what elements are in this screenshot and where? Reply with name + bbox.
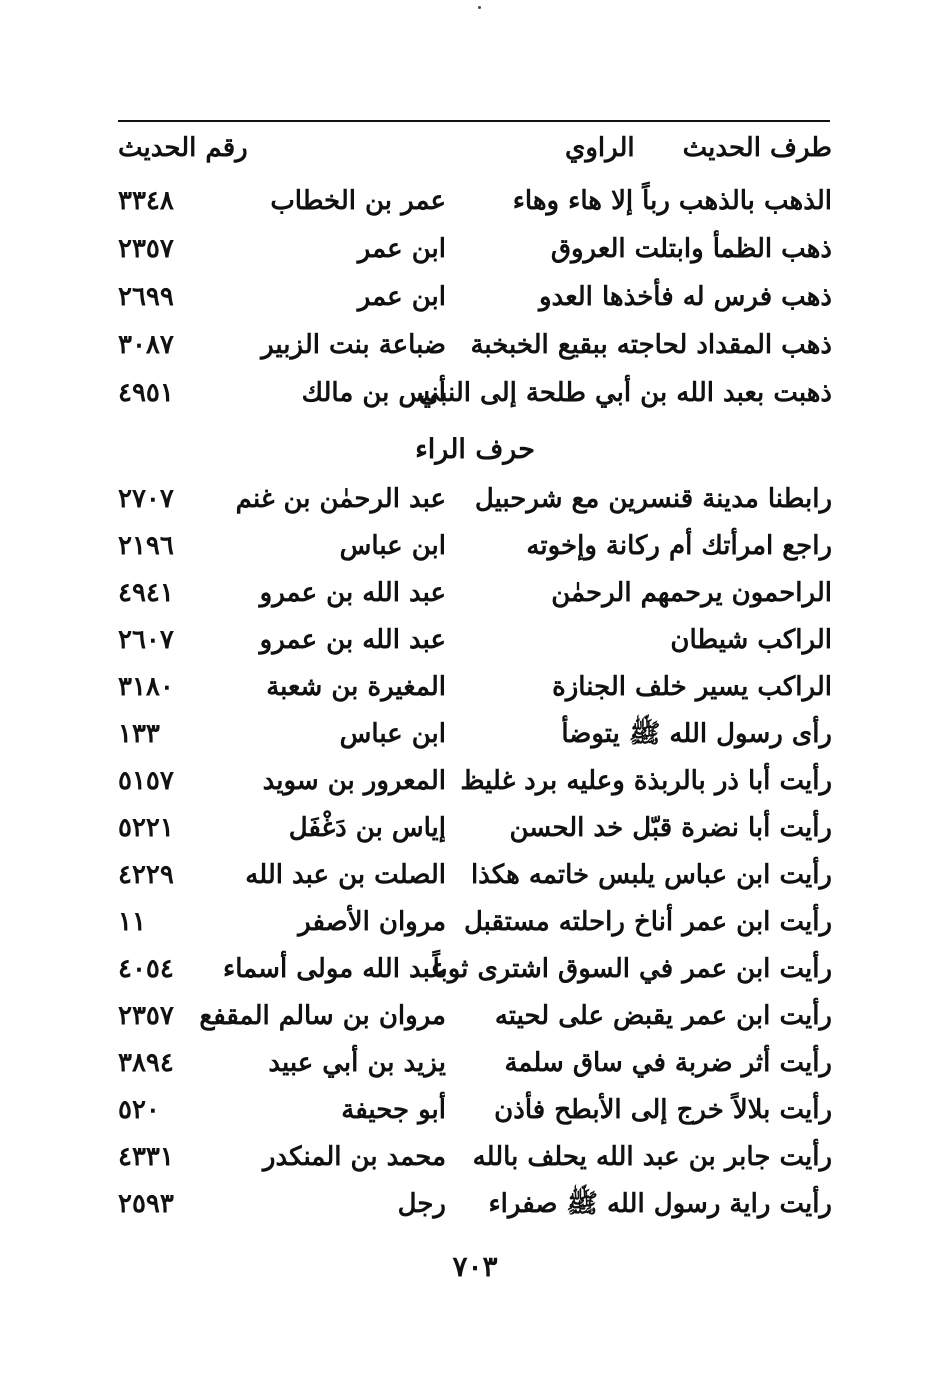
- section-title: حرف الراء: [415, 434, 535, 465]
- hadith-narrator: عبد الله مولى أسماء: [223, 954, 446, 984]
- hadith-number: ٣٠٨٧: [118, 330, 174, 360]
- hadith-number: ٣٣٤٨: [118, 186, 174, 216]
- hadith-phrase: ذهب فرس له فأخذها العدو: [539, 282, 832, 312]
- hadith-narrator: يزيد بن أبي عبيد: [268, 1048, 446, 1078]
- hadith-number: ٣١٨٠: [118, 672, 174, 702]
- hadith-phrase: رأيت بلالاً خرج إلى الأبطح فأذن: [494, 1095, 832, 1125]
- hadith-narrator: ابن عمر: [357, 234, 446, 264]
- hadith-narrator: المعرور بن سويد: [262, 766, 446, 796]
- table-row: [118, 758, 832, 804]
- hadith-narrator: رجل: [397, 1189, 446, 1219]
- hadith-number: ٤٩٤١: [118, 578, 174, 608]
- hadith-narrator: الصلت بن عبد الله: [245, 860, 446, 890]
- hadith-phrase: رأيت ابن عمر في السوق اشترى ثوباً: [432, 954, 832, 984]
- table-row: [118, 1087, 832, 1133]
- column-header-number: رقم الحديث: [118, 133, 248, 163]
- column-header-phrase: طرف الحديث: [682, 133, 832, 163]
- table-row: [118, 274, 832, 320]
- table-row: [118, 993, 832, 1039]
- table-row: [118, 805, 832, 851]
- hadith-narrator: أبو جحيفة: [341, 1095, 446, 1125]
- hadith-number: ٣٨٩٤: [118, 1048, 174, 1078]
- hadith-phrase: رأيت أثر ضربة في ساق سلمة: [504, 1048, 832, 1078]
- hadith-phrase: راجع امرأتك أم ركانة وإخوته: [526, 531, 832, 561]
- speck-mark: [478, 6, 481, 9]
- hadith-number: ٢٣٥٧: [118, 234, 174, 264]
- table-row: [118, 476, 832, 522]
- hadith-number: ٢١٩٦: [118, 531, 174, 561]
- hadith-number: ٢٦٩٩: [118, 282, 174, 312]
- hadith-phrase: ذهبت بعبد الله بن أبي طلحة إلى النبي: [418, 378, 832, 408]
- hadith-phrase: رأيت ابن عمر أناخ راحلته مستقبل: [463, 907, 832, 937]
- hadith-phrase: الراحمون يرحمهم الرحمٰن: [551, 578, 832, 608]
- hadith-narrator: عمر بن الخطاب: [270, 186, 446, 216]
- hadith-phrase: رأيت ابن عباس يلبس خاتمه هكذا: [470, 860, 832, 890]
- hadith-narrator: مروان الأصفر: [298, 907, 446, 937]
- table-row: [118, 226, 832, 272]
- hadith-number: ٢٣٥٧: [118, 1001, 174, 1031]
- hadith-number: ٥٢٠: [118, 1095, 160, 1125]
- hadith-number: ٤٢٢٩: [118, 860, 174, 890]
- table-row: [118, 899, 832, 945]
- hadith-number: ٢٥٩٣: [118, 1189, 174, 1219]
- hadith-narrator: عبد الله بن عمرو: [259, 625, 446, 655]
- hadith-phrase: الراكب شيطان: [670, 625, 832, 655]
- table-row: [118, 322, 832, 368]
- hadith-number: ٤٩٥١: [118, 378, 174, 408]
- hadith-phrase: الراكب يسير خلف الجنازة: [552, 672, 832, 702]
- hadith-narrator: ضباعة بنت الزبير: [261, 330, 446, 360]
- hadith-narrator: مروان بن سالم المقفع: [199, 1001, 446, 1031]
- table-row: [118, 852, 832, 898]
- hadith-narrator: أنس بن مالك: [301, 378, 446, 408]
- hadith-number: ٥١٥٧: [118, 766, 174, 796]
- hadith-phrase: رابطنا مدينة قنسرين مع شرحبيل: [474, 484, 832, 514]
- table-row: [118, 946, 832, 992]
- hadith-narrator: المغيرة بن شعبة: [266, 672, 446, 702]
- table-row: [118, 523, 832, 569]
- table-row: [118, 570, 832, 616]
- page-number: ٧٠٣: [452, 1250, 498, 1283]
- hadith-narrator: إياس بن دَغْفَل: [288, 813, 446, 843]
- hadith-phrase: رأيت أبا ذر بالربذة وعليه برد غليظ: [460, 766, 832, 796]
- hadith-phrase: رأيت ابن عمر يقبض على لحيته: [494, 1001, 832, 1031]
- hadith-narrator: ابن عمر: [357, 282, 446, 312]
- column-header-narrator: الراوي: [565, 133, 635, 163]
- hadith-number: ٤٣٣١: [118, 1142, 174, 1172]
- table-row: [118, 178, 832, 224]
- hadith-number: ١١: [118, 907, 146, 937]
- table-row: [118, 711, 832, 757]
- table-row: [118, 1040, 832, 1086]
- hadith-phrase: ذهب الظمأ وابتلت العروق: [550, 234, 832, 264]
- table-row: [118, 370, 832, 416]
- hadith-number: ٢٧٠٧: [118, 484, 174, 514]
- table-row: [118, 617, 832, 663]
- hadith-narrator: عبد الرحمٰن بن غنم: [235, 484, 446, 514]
- hadith-number: ٥٢٢١: [118, 813, 174, 843]
- hadith-phrase: رأيت جابر بن عبد الله يحلف بالله: [472, 1142, 832, 1172]
- table-row: [118, 1181, 832, 1227]
- hadith-number: ٢٦٠٧: [118, 625, 174, 655]
- hadith-phrase: رأى رسول الله ﷺ يتوضأ: [561, 719, 832, 749]
- table-row: [118, 1134, 832, 1180]
- table-row: [118, 664, 832, 710]
- hadith-narrator: ابن عباس: [339, 719, 446, 749]
- hadith-narrator: عبد الله بن عمرو: [259, 578, 446, 608]
- hadith-narrator: ابن عباس: [339, 531, 446, 561]
- header-rule: [118, 120, 830, 122]
- hadith-number: ٤٠٥٤: [118, 954, 174, 984]
- hadith-phrase: رأيت راية رسول الله ﷺ صفراء: [488, 1189, 832, 1219]
- hadith-phrase: الذهب بالذهب رباً إلا هاء وهاء: [512, 186, 832, 216]
- hadith-narrator: محمد بن المنكدر: [262, 1142, 446, 1172]
- hadith-number: ١٣٣: [118, 719, 160, 749]
- hadith-phrase: ذهب المقداد لحاجته ببقيع الخبخبة: [470, 330, 832, 360]
- hadith-phrase: رأيت أبا نضرة قبّل خد الحسن: [509, 813, 832, 843]
